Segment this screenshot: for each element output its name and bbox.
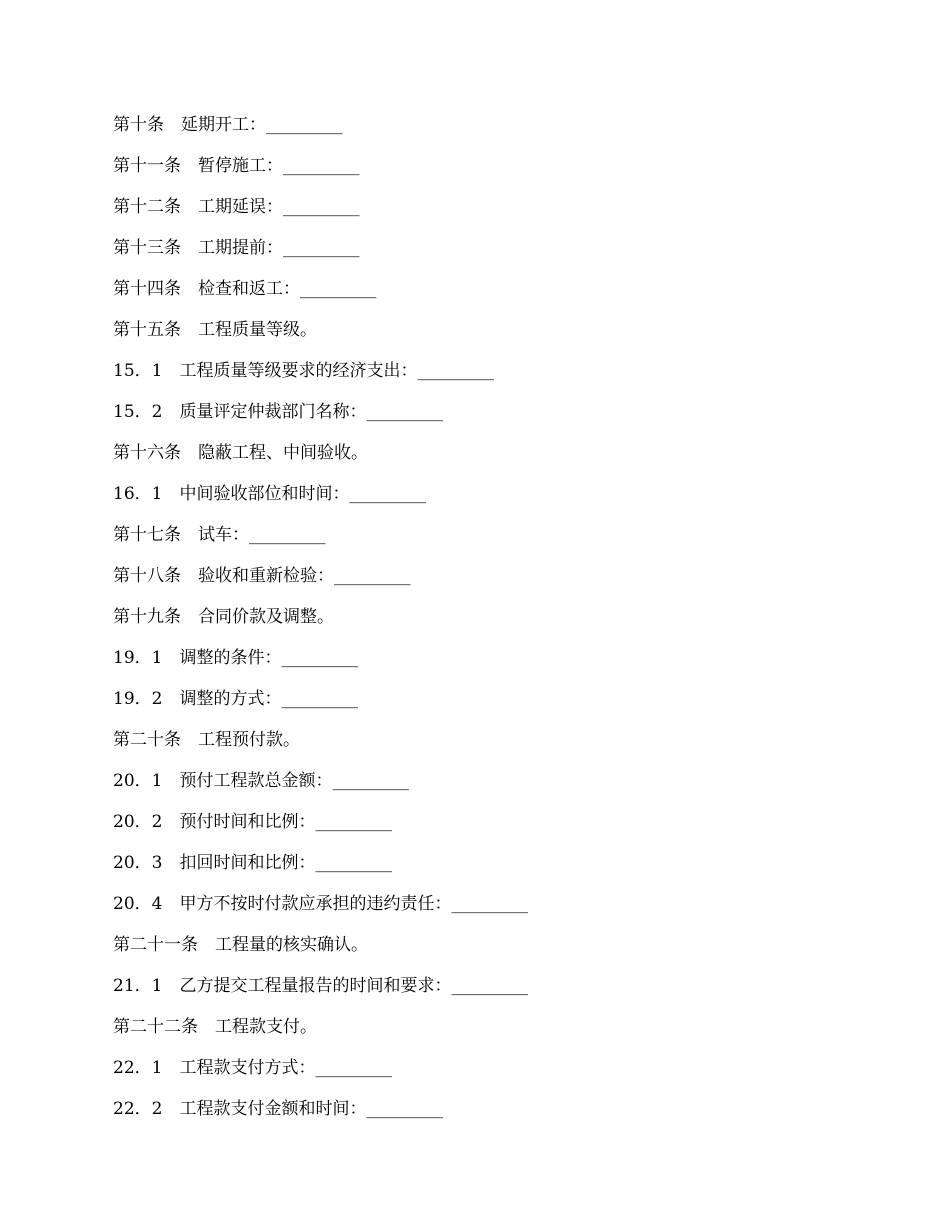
- clause-20-3-line: 20．3 扣回时间和比例：_________: [113, 853, 392, 873]
- clause-17-line: 第十七条 试车：_________: [113, 525, 326, 545]
- clause-19-2-line: 19．2 调整的方式：_________: [113, 689, 358, 709]
- clause-20-heading: 第二十条 工程预付款。: [113, 730, 300, 750]
- clause-22-1-line: 22．1 工程款支付方式：_________: [113, 1058, 392, 1078]
- clause-19-1-line: 19．1 调整的条件：_________: [113, 648, 358, 668]
- clause-22-2-line: 22．2 工程款支付金额和时间：_________: [113, 1099, 443, 1119]
- clause-18-line: 第十八条 验收和重新检验：_________: [113, 566, 411, 586]
- clause-15-2-line: 15．2 质量评定仲裁部门名称：_________: [113, 402, 443, 422]
- clause-21-1-line: 21．1 乙方提交工程量报告的时间和要求：_________: [113, 976, 528, 996]
- clause-21-heading: 第二十一条 工程量的核实确认。: [113, 935, 368, 955]
- contract-clauses: [113, 111, 873, 1136]
- clause-20-4-line: 20．4 甲方不按时付款应承担的违约责任：_________: [113, 894, 528, 914]
- clause-13-line: 第十三条 工期提前：_________: [113, 238, 360, 258]
- clause-22-heading: 第二十二条 工程款支付。: [113, 1017, 317, 1037]
- clause-15-1-line: 15．1 工程质量等级要求的经济支出：_________: [113, 361, 494, 381]
- clause-15-heading: 第十五条 工程质量等级。: [113, 320, 317, 340]
- clause-16-1-line: 16．1 中间验收部位和时间：_________: [113, 484, 426, 504]
- clause-11-line: 第十一条 暂停施工：_________: [113, 156, 360, 176]
- clause-16-heading: 第十六条 隐蔽工程、中间验收。: [113, 443, 368, 463]
- clause-20-1-line: 20．1 预付工程款总金额：_________: [113, 771, 409, 791]
- clause-10-line: 第十条 延期开工：_________: [113, 115, 343, 135]
- clause-20-2-line: 20．2 预付时间和比例：_________: [113, 812, 392, 832]
- clause-12-line: 第十二条 工期延误：_________: [113, 197, 360, 217]
- clause-14-line: 第十四条 检查和返工：_________: [113, 279, 377, 299]
- clause-19-heading: 第十九条 合同价款及调整。: [113, 607, 334, 627]
